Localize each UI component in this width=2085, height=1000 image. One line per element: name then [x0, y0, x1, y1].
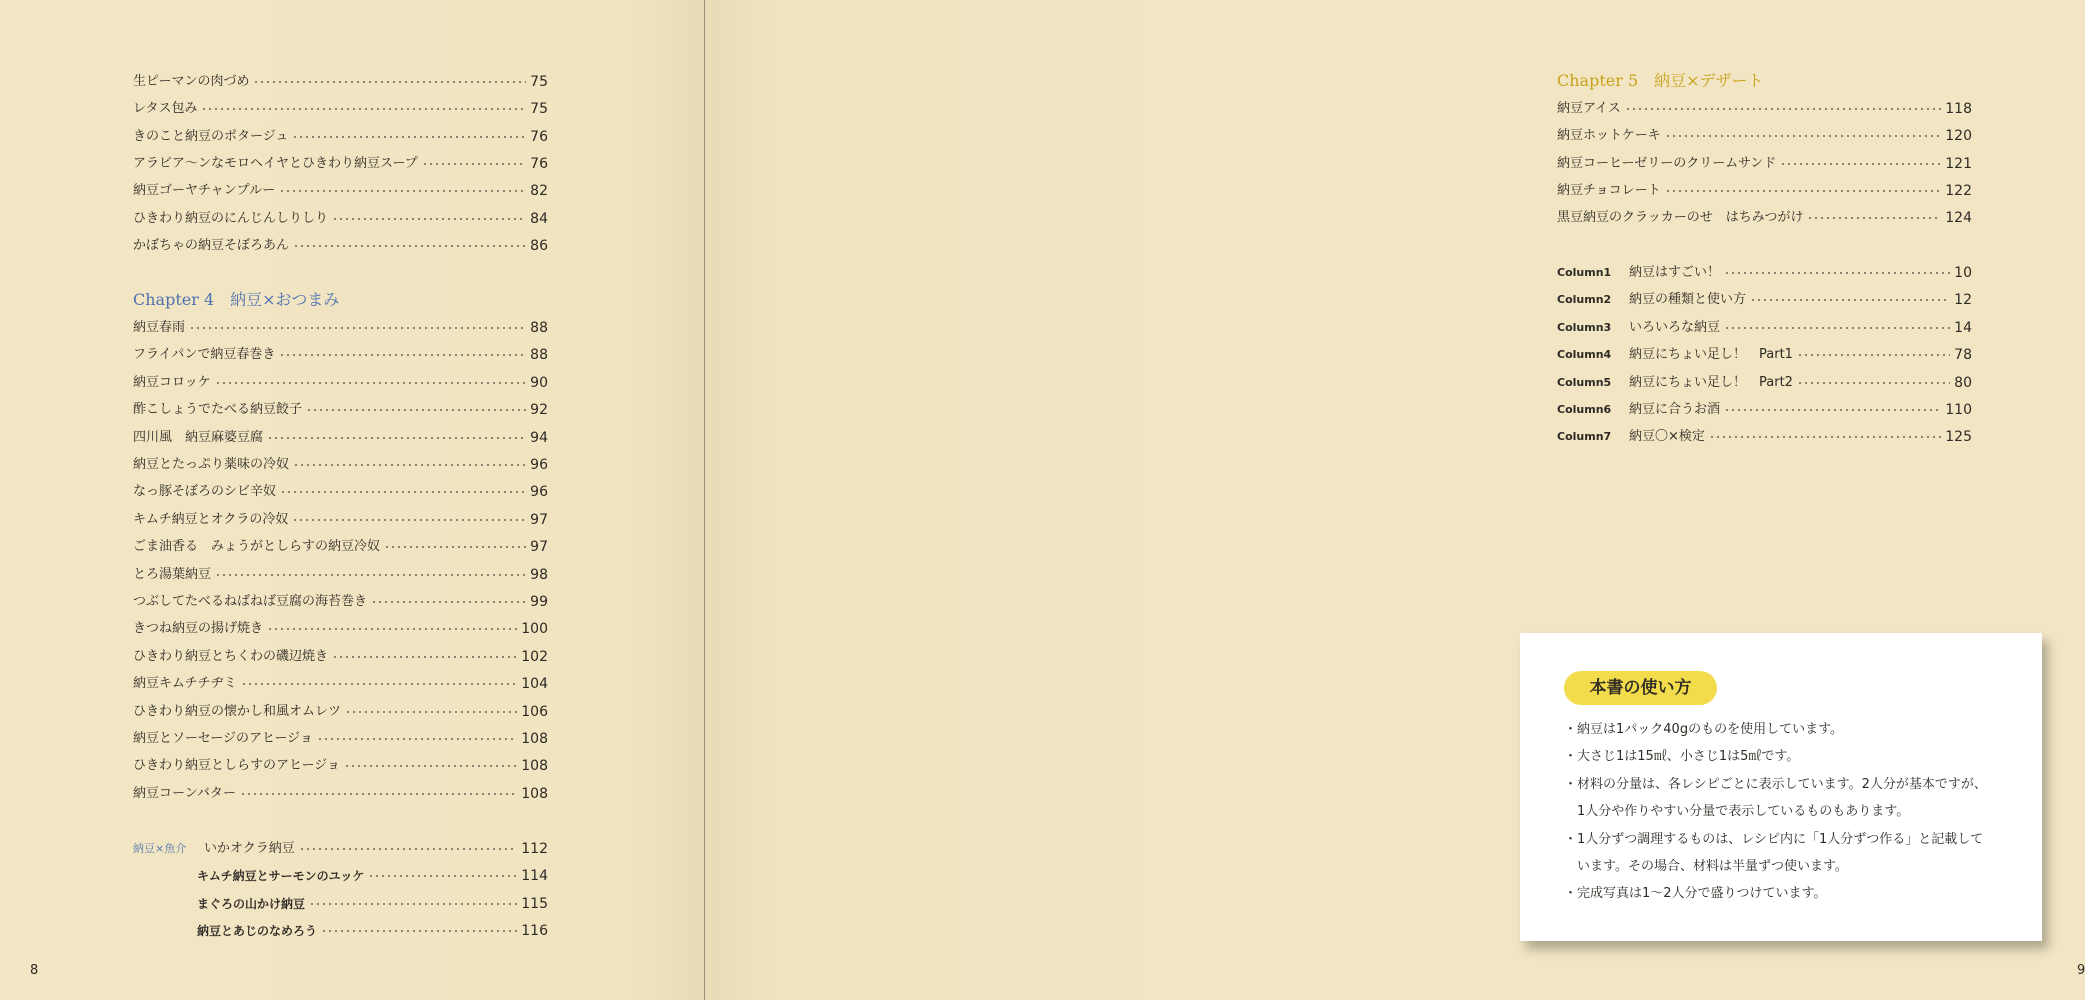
column-label: Column1: [1557, 266, 1612, 279]
entry-page: 86: [530, 237, 548, 254]
toc-entry: [133, 673, 548, 695]
page-number-left: 8: [30, 963, 39, 978]
column-label: Column7: [1557, 430, 1612, 444]
leader-dots: [293, 464, 526, 466]
toc-entry: [197, 865, 548, 887]
entry-title: 納豆キムチチヂミ: [133, 676, 237, 692]
toc-entry: [197, 893, 548, 915]
leader-dots: [371, 601, 526, 603]
entry-page: 92: [530, 402, 548, 419]
toc-entry: [1557, 344, 1972, 366]
column-label: Column5: [1557, 375, 1612, 389]
entry-page: 97: [530, 511, 548, 528]
leader-dots: [240, 793, 517, 795]
toc-entry: [133, 235, 548, 257]
toc-entry: [1557, 153, 1972, 175]
entry-title: かぼちゃの納豆そぼろあん: [133, 237, 290, 253]
leader-dots: [299, 848, 518, 850]
leader-dots: [384, 546, 526, 548]
toc-entry: [133, 399, 548, 421]
entry-page: 76: [530, 128, 548, 145]
leader-dots: [215, 382, 526, 384]
leader-dots: [1797, 382, 1950, 384]
entry-title: 納豆コロッケ: [133, 374, 211, 390]
entry-page: 112: [521, 841, 548, 857]
entry-title: キムチ納豆とオクラの冷奴: [133, 511, 289, 527]
toc-entry: [133, 783, 548, 805]
entry-title: キムチ納豆とサーモンのユッケ: [197, 869, 365, 884]
entry-title: 酢こしょうでたべる納豆餃子: [133, 402, 303, 418]
toc-entry: [1557, 207, 1972, 229]
leader-dots: [292, 136, 526, 138]
entry-page: 99: [530, 594, 548, 610]
toc-entry: [1557, 372, 1972, 394]
entry-page: 90: [530, 374, 548, 391]
entry-page: 115: [521, 895, 548, 912]
entry-title: きのこと納豆のポタージュ: [133, 128, 289, 144]
column-label: Column3: [1557, 320, 1612, 334]
entry-title: 納豆アイス: [1557, 101, 1621, 116]
toc-entry: [1557, 180, 1972, 202]
entry-page: 96: [530, 484, 548, 501]
column-label: Column4: [1557, 348, 1612, 362]
leader-dots: [1724, 272, 1950, 274]
toc-entry: [1557, 399, 1972, 421]
howto-note: 1人分や作りやすい分量で表示しているものもあります。: [1564, 804, 1910, 820]
leader-dots: [1625, 108, 1942, 110]
leader-dots: [1780, 163, 1941, 165]
toc-entry: [133, 98, 548, 120]
leader-dots: [309, 903, 517, 905]
entry-page: 82: [530, 183, 548, 200]
entry-title: ひきわり納豆の懐かし和風オムレツ: [133, 703, 342, 719]
howto-note: います。その場合、材料は半量ずつ使います。: [1564, 859, 1848, 874]
toc-entry: [133, 71, 548, 93]
entry-page: 14: [1954, 319, 1972, 336]
howto-note: ・材料の分量は、各レシピごとに表示しています。2人分が基本ですが、: [1564, 776, 1987, 792]
seafood-tag: 納豆×魚介: [133, 842, 187, 855]
entry-title: 納豆にちょい足し！ Part1: [1629, 347, 1793, 363]
toc-entry: [133, 618, 548, 640]
leader-dots: [201, 108, 526, 110]
leader-dots: [345, 711, 517, 713]
entry-page: 114: [521, 868, 548, 885]
leader-dots: [293, 245, 526, 247]
chapter5-heading: Chapter 5 納豆×デザート: [1557, 71, 1764, 90]
leader-dots: [306, 409, 526, 411]
entry-title: とろ湯葉納豆: [133, 566, 212, 582]
entry-page: 84: [530, 210, 548, 227]
leader-dots: [1807, 217, 1941, 219]
leader-dots: [332, 656, 517, 658]
toc-entry: [133, 153, 548, 175]
entry-title: 納豆チョコレート: [1557, 182, 1661, 198]
entry-page: 121: [1945, 155, 1972, 172]
entry-page: 125: [1945, 429, 1972, 446]
leader-dots: [1750, 299, 1950, 301]
leader-dots: [1665, 135, 1942, 137]
entry-title: なっ豚そぼろのシビ辛奴: [133, 484, 277, 500]
leader-dots: [317, 738, 517, 740]
entry-page: 110: [1945, 402, 1972, 418]
leader-dots: [368, 875, 517, 877]
toc-entry: [133, 728, 548, 750]
entry-title: いろいろな納豆: [1629, 319, 1721, 335]
entry-page: 102: [521, 648, 548, 665]
column-label: Column2: [1557, 293, 1612, 307]
leader-dots: [215, 574, 526, 576]
entry-title: いかオクラ納豆: [204, 841, 295, 856]
entry-page: 100: [521, 621, 548, 638]
toc-entry: [1557, 125, 1972, 147]
entry-title: 納豆とソーセージのアヒージョ: [133, 731, 313, 746]
entry-page: 104: [521, 676, 548, 693]
page-number-right: 9: [2077, 963, 2085, 978]
entry-page: 10: [1954, 265, 1972, 281]
entry-page: 108: [521, 758, 548, 775]
toc-entry: [133, 536, 548, 558]
leader-dots: [189, 327, 526, 329]
entry-title: まぐろの山かけ納豆: [197, 896, 306, 911]
entry-title: 四川風 納豆麻婆豆腐: [133, 429, 264, 445]
entry-title: ごま油香る みょうがとしらすの納豆冷奴: [133, 539, 381, 555]
entry-title: 納豆はすごい！: [1629, 265, 1721, 280]
leader-dots: [332, 218, 526, 220]
toc-entry: [133, 126, 548, 148]
toc-entry: [204, 838, 548, 860]
toc-entry: [133, 591, 548, 613]
toc-entry: [133, 372, 548, 394]
toc-entry: [133, 646, 548, 668]
entry-title: 黒豆納豆のクラッカーのせ はちみつがけ: [1557, 210, 1804, 226]
entry-title: 納豆に合うお酒: [1629, 402, 1721, 417]
entry-page: 80: [1954, 374, 1972, 391]
entry-page: 88: [530, 320, 548, 336]
toc-entry: [133, 427, 548, 449]
toc-entry: [133, 564, 548, 586]
toc-entry: [133, 454, 548, 476]
entry-page: 96: [530, 457, 548, 473]
toc-entry: [1557, 426, 1972, 448]
entry-title: 納豆とあじのなめろう: [197, 924, 318, 939]
toc-entry: [1557, 289, 1972, 311]
entry-page: 106: [521, 703, 548, 720]
howto-title: 本書の使い方: [1564, 671, 1717, 705]
entry-title: 納豆コーンバター: [133, 785, 236, 801]
leader-dots: [279, 190, 526, 192]
entry-title: 納豆ホットケーキ: [1557, 128, 1661, 144]
entry-title: 納豆〇×検定: [1629, 429, 1705, 445]
chapter4-heading: Chapter 4 納豆×おつまみ: [133, 290, 340, 309]
entry-page: 98: [530, 566, 548, 583]
toc-entry: [133, 180, 548, 202]
toc-entry: [133, 509, 548, 531]
leader-dots: [280, 491, 526, 493]
entry-page: 108: [521, 731, 548, 747]
leader-dots: [1709, 436, 1941, 438]
entry-title: 納豆コーヒーゼリーのクリームサンド: [1557, 155, 1777, 171]
entry-page: 88: [530, 347, 548, 364]
howto-box: [1520, 633, 2042, 941]
column-label: Column6: [1557, 403, 1612, 416]
leader-dots: [1665, 190, 1942, 192]
entry-page: 94: [530, 429, 548, 446]
leader-dots: [267, 437, 526, 439]
entry-title: ひきわり納豆のにんじんしりしり: [133, 210, 329, 226]
leader-dots: [1724, 409, 1941, 411]
howto-note: ・大さじ1は15㎖、小さじ1は5㎖です。: [1564, 749, 1800, 765]
leader-dots: [267, 628, 517, 630]
entry-page: 122: [1945, 182, 1972, 199]
toc-entry: [133, 701, 548, 723]
entry-title: 納豆とたっぷり薬味の冷奴: [133, 457, 290, 472]
entry-page: 120: [1945, 128, 1972, 145]
entry-title: 生ピーマンの肉づめ: [133, 74, 250, 89]
toc-entry: [1557, 262, 1972, 284]
entry-page: 118: [1945, 101, 1972, 117]
leader-dots: [292, 519, 526, 521]
leader-dots: [422, 163, 526, 165]
right-page: [705, 0, 2085, 1000]
leader-dots: [321, 930, 517, 932]
leader-dots: [279, 354, 526, 356]
entry-page: 12: [1954, 292, 1972, 309]
entry-title: つぶしてたべるねばねば豆腐の海苔巻き: [133, 594, 368, 609]
leader-dots: [241, 683, 518, 685]
toc-entry: [133, 344, 548, 366]
entry-page: 75: [530, 101, 548, 118]
entry-title: アラビア〜ンなモロヘイヤとひきわり納豆スープ: [133, 155, 418, 171]
entry-title: 納豆の種類と使い方: [1629, 292, 1747, 308]
leader-dots: [1797, 354, 1950, 356]
toc-entry: [133, 317, 548, 339]
entry-title: レタス包み: [133, 101, 198, 117]
toc-entry: [133, 208, 548, 230]
leader-dots: [1724, 327, 1950, 329]
howto-note: ・完成写真は1〜2人分で盛りつけています。: [1564, 886, 1827, 902]
toc-entry: [133, 481, 548, 503]
toc-entry: [1557, 317, 1972, 339]
leader-dots: [344, 765, 517, 767]
entry-title: 納豆ゴーヤチャンプルー: [133, 183, 276, 199]
entry-page: 76: [530, 155, 548, 172]
toc-entry: [197, 920, 548, 942]
entry-page: 78: [1954, 347, 1972, 364]
entry-title: きつね納豆の揚げ焼き: [133, 621, 264, 637]
entry-page: 116: [521, 923, 548, 940]
entry-page: 97: [530, 539, 548, 556]
leader-dots: [253, 81, 526, 83]
entry-page: 75: [530, 74, 548, 90]
entry-title: 納豆春雨: [133, 320, 186, 335]
entry-title: ひきわり納豆としらすのアヒージョ: [133, 758, 340, 774]
entry-page: 108: [521, 785, 548, 802]
toc-entry: [1557, 98, 1972, 120]
entry-page: 124: [1945, 210, 1972, 227]
howto-note: ・1人分ずつ調理するものは、レシピ内に「1人分ずつ作る」と記載して: [1564, 831, 1984, 847]
howto-note: ・納豆は1パック40gのものを使用しています。: [1564, 722, 1844, 737]
toc-entry: [133, 755, 548, 777]
entry-title: ひきわり納豆とちくわの磯辺焼き: [133, 648, 329, 664]
entry-title: フライパンで納豆春巻き: [133, 347, 276, 363]
left-page: [0, 0, 704, 1000]
entry-title: 納豆にちょい足し！ Part2: [1629, 374, 1793, 390]
